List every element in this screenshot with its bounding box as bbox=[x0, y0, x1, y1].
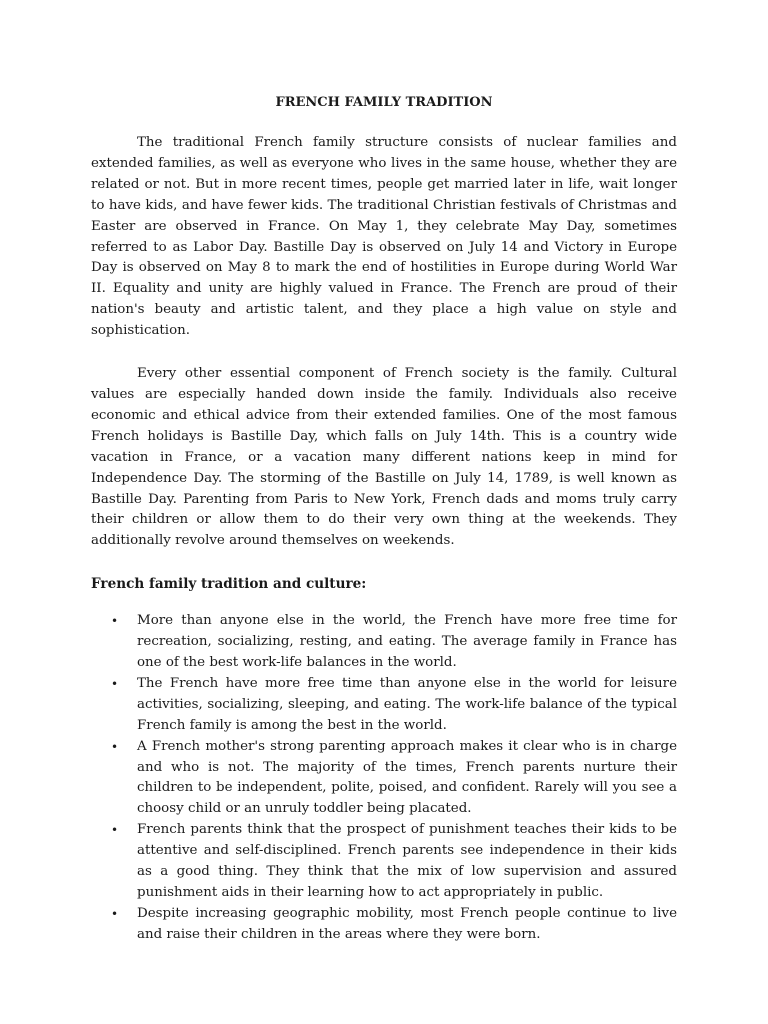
document-title: FRENCH FAMILY TRADITION bbox=[275, 95, 493, 110]
bullet-icon: • bbox=[111, 906, 119, 921]
bullet-icon: • bbox=[111, 823, 119, 838]
bullet-text: A French mother's strong parenting approach makes it clear who is in charge and who is not. The majority of the times, French parents nurture their children to be independent, polite, poised, and confident. Rarely will you see a choosy child or an unruly toddler being placated. bbox=[137, 738, 677, 817]
bullet-item bbox=[91, 820, 677, 904]
bullet-text: Despite increasing geographic mobility, most French people continue to live and raise their children in the areas where they were born. bbox=[137, 905, 677, 942]
paragraph-2: Every other essential component of French society is the family. Cultural values are especially handed down inside the family. Individuals also receive economic and ethical advice from their extended families. One of the most famous French holidays is Bastille Day, which falls on July 14th. This is a country wide vacation in France, or a vacation many different nations keep in mind for Independence Day. The storming of the Bastille on July 14, 1789, is well known as Bastille Day. Parenting from Paris to New York, French dads and moms truly carry their children or allow them to do their very own thing at the weekends. They additionally revolve around themselves on weekends. bbox=[91, 366, 677, 549]
bullet-item bbox=[91, 904, 677, 946]
section-subheading: French family tradition and culture: bbox=[91, 576, 367, 593]
document-body bbox=[91, 92, 677, 946]
bullet-item bbox=[91, 737, 677, 821]
bullet-icon: • bbox=[111, 739, 119, 754]
bullet-icon: • bbox=[111, 676, 119, 691]
bullet-text: More than anyone else in the world, the French have more free time for recreation, socializing, resting, and eating. The average family in France has one of the best work-life balances in the world. bbox=[137, 613, 677, 671]
bullet-item bbox=[91, 611, 677, 674]
bullet-text: French parents think that the prospect of punishment teaches their kids to be attentive and self-disciplined. French parents see independence in their kids as a good thing. They think that the mix of low supervision and assured punishment aids in their learning how to act appropriately in public. bbox=[137, 822, 677, 900]
bullet-icon: • bbox=[111, 614, 119, 629]
bullet-text: The French have more free time than anyone else in the world for leisure activities, socializing, sleeping, and eating. The work-life balance of the typical French family is among the best in the world. bbox=[137, 675, 677, 733]
bullet-list bbox=[91, 611, 677, 946]
bullet-item bbox=[91, 674, 677, 737]
paragraph-1: The traditional French family structure consists of nuclear families and extended families, as well as everyone who lives in the same house, whether they are related or not. But in more recent times, people get married later in life, wait longer to have kids, and have fewer kids. The traditional Christian festivals of Christmas and Easter are observed in France. On May 1, they celebrate May Day, sometimes referred to as Labor Day. Bastille Day is observed on July 14 and Victory in Europe Day is observed on May 8 to mark the end of hostilities in Europe during World War II. Equality and unity are highly valued in France. The French are proud of their nation's beauty and artistic talent, and they place a high value on style and sophistication. bbox=[91, 135, 677, 339]
